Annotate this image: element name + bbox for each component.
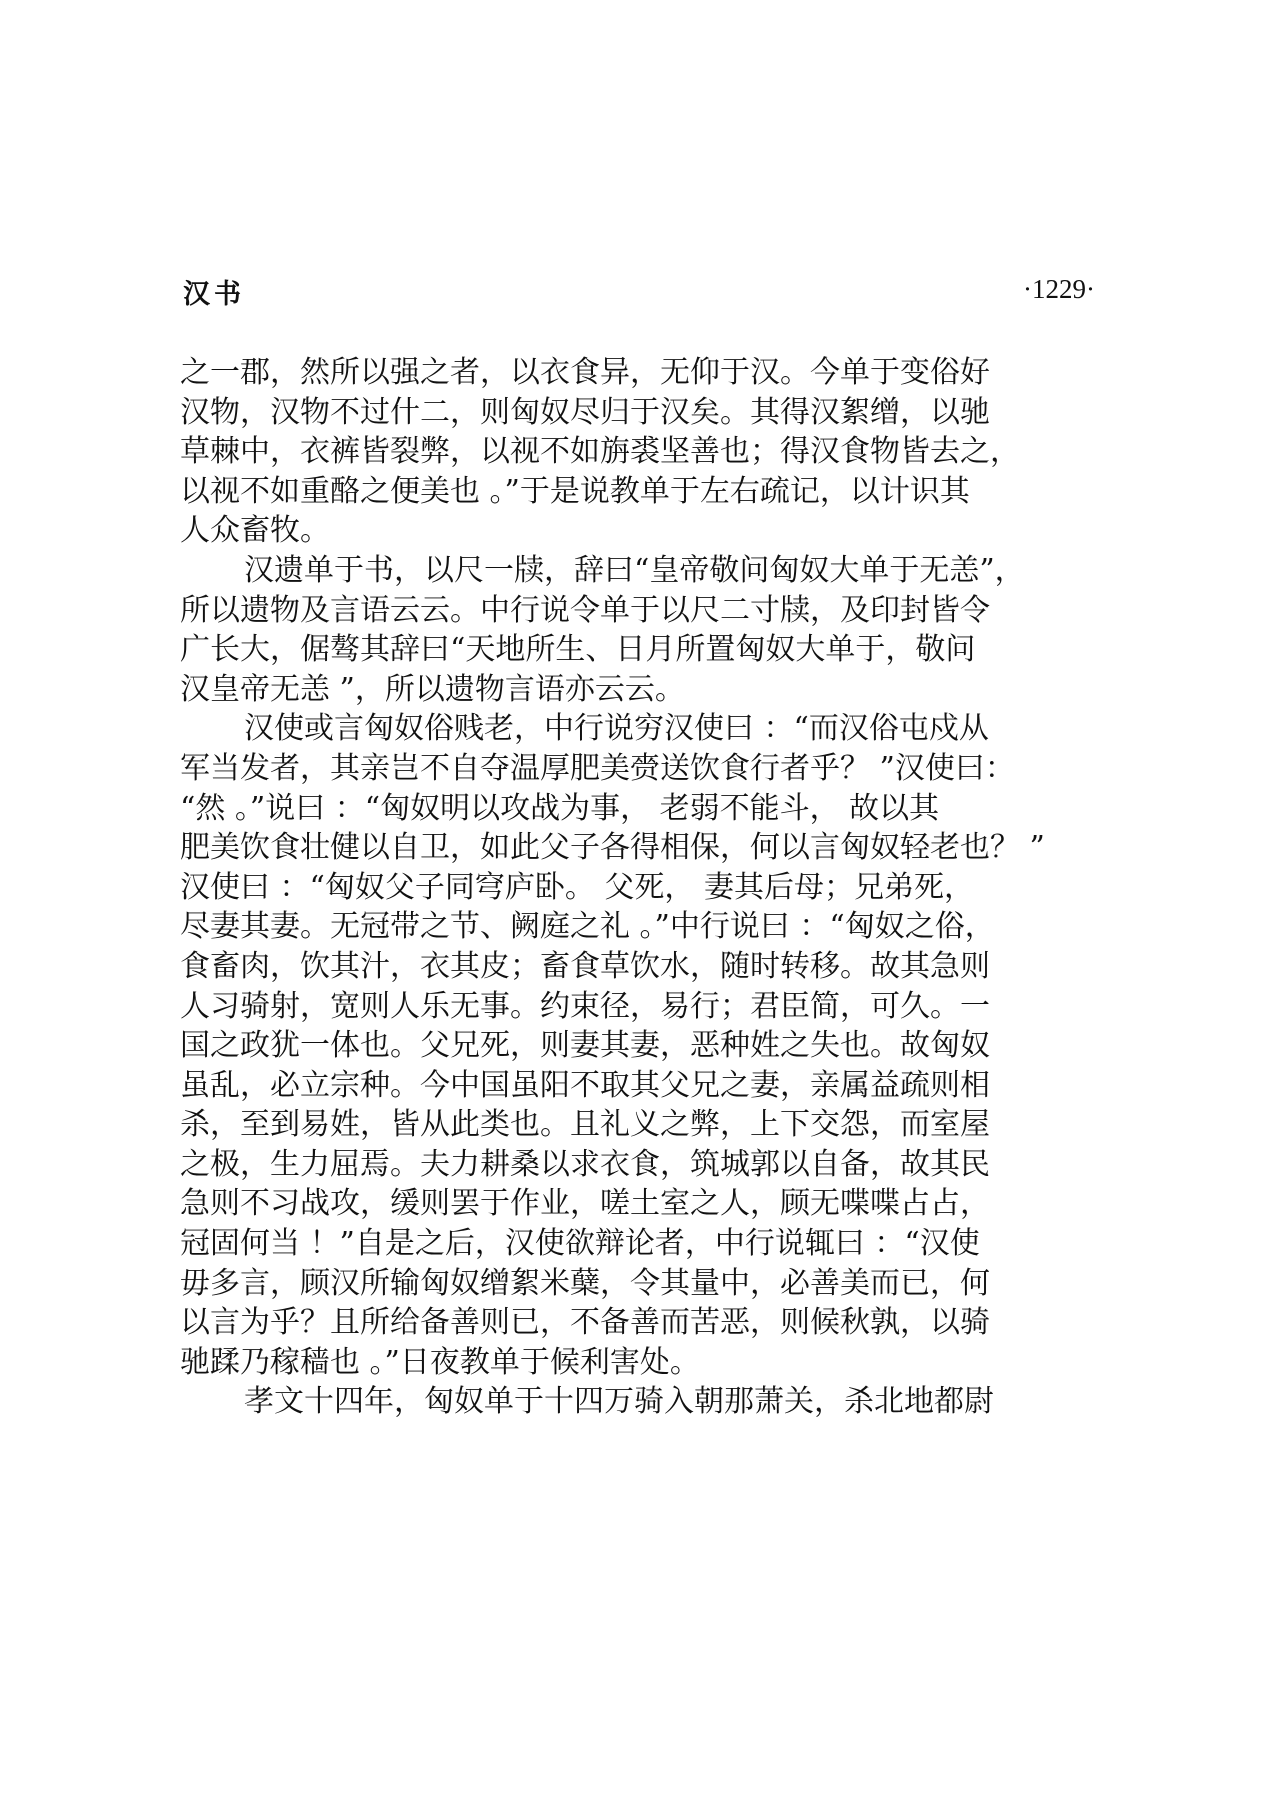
text-line: 肥美饮食壮健以自卫，如此父子各得相保，何以言匈奴轻老也？ ” xyxy=(180,830,1045,866)
text-line: 汉皇帝无恙 ”，所以遗物言语亦云云。 xyxy=(180,671,685,707)
text-line: 急则不习战攻，缓则罢于作业，嗟土室之人，顾无喋喋占占， xyxy=(180,1186,990,1222)
text-line: 杀，至到易姓，皆从此类也。且礼义之弊，上下交怨，而室屋 xyxy=(180,1107,990,1143)
text-line: 冠固何当 ！”自是之后，汉使欲辩论者，中行说辄曰 ：“汉使 xyxy=(180,1226,980,1262)
text-line: 草棘中，衣裤皆裂弊，以视不如旃裘坚善也；得汉食物皆去之， xyxy=(180,434,1020,470)
text-line: 驰蹂乃稼穑也 。”日夜教单于候利害处。 xyxy=(180,1344,700,1380)
text-line: 人习骑射，宽则人乐无事。约束径，易行；君臣简，可久。一 xyxy=(180,988,990,1024)
text-line: 广长大，倨骜其辞曰“天地所生、日月所置匈奴大单于，敬问 xyxy=(180,632,976,668)
text-line: 汉遗单于书，以尺一牍，辞曰“皇帝敬问匈奴大单于无恙”， xyxy=(244,552,1025,588)
running-title: 汉书 xyxy=(183,279,245,310)
text-line: 之极，生力屈焉。夫力耕桑以求衣食，筑城郭以自备，故其民 xyxy=(180,1146,990,1182)
text-line: 以视不如重酪之便美也 。”于是说教单于左右疏记，以计识其 xyxy=(180,473,970,509)
text-line: 尽妻其妻。无冠带之节、阙庭之礼 。”中行说曰 ：“匈奴之俗， xyxy=(180,909,995,945)
text-line: 孝文十四年，匈奴单于十四万骑入朝那萧关，杀北地都尉 xyxy=(244,1384,994,1420)
text-line: “然 。”说曰 ：“匈奴明以攻战为事， 老弱不能斗， 故以其 xyxy=(180,790,940,826)
page-number: ·1229· xyxy=(1023,274,1095,304)
text-line: 军当发者，其亲岂不自夺温厚肥美赍送饮食行者乎？ ”汉使曰： xyxy=(180,750,1015,786)
text-line: 汉物，汉物不过什二，则匈奴尽归于汉矣。其得汉絮缯，以驰 xyxy=(180,394,990,430)
text-line: 汉使曰 ：“匈奴父子同穹庐卧。 父死， 妻其后母；兄弟死， xyxy=(180,869,974,905)
text-line: 虽乱，必立宗种。今中国虽阳不取其父兄之妻，亲属益疏则相 xyxy=(180,1067,990,1103)
text-line: 毋多言，顾汉所输匈奴缯絮米蘖，令其量中，必善美而已，何 xyxy=(180,1265,990,1301)
text-line: 之一郡，然所以强之者，以衣食异，无仰于汉。今单于变俗好 xyxy=(180,355,990,390)
text-line: 所以遗物及言语云云。中行说令单于以尺二寸牍，及印封皆令 xyxy=(180,592,990,628)
text-line: 人众畜牧。 xyxy=(180,513,330,549)
body-text xyxy=(180,353,1100,1422)
text-line: 食畜肉，饮其汁，衣其皮；畜食草饮水，随时转移。故其急则 xyxy=(180,948,990,984)
text-line: 国之政犹一体也。父兄死，则妻其妻，恶种姓之失也。故匈奴 xyxy=(180,1028,990,1064)
page-header xyxy=(183,272,1095,312)
text-line: 以言为乎？且所给备善则已，不备善而苦恶，则候秋孰，以骑 xyxy=(180,1305,990,1341)
text-line: 汉使或言匈奴俗贱老，中行说穷汉使曰 ：“而汉俗屯戍从 xyxy=(244,711,989,747)
